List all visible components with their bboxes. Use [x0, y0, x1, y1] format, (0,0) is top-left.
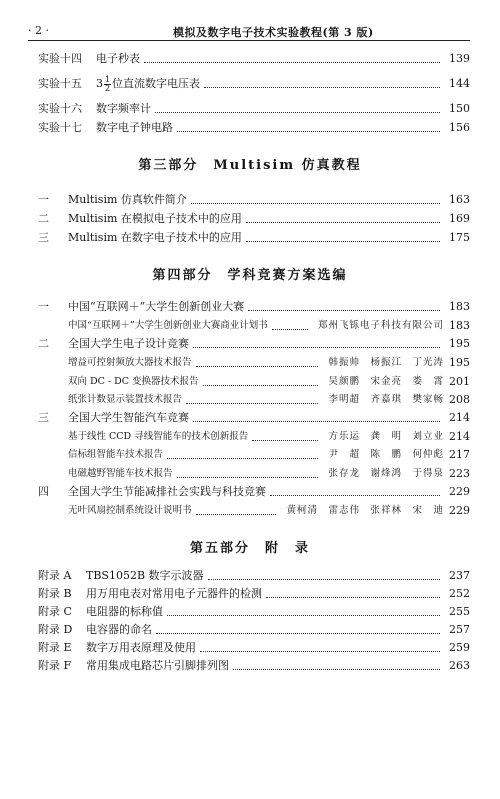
entry-title: 中国“互联网＋”大学生创新创业大赛 — [68, 300, 245, 313]
dot-leader — [193, 421, 440, 422]
entry-title: Multisim 在模拟电子技术中的应用 — [68, 212, 242, 225]
entry-number: 一 — [38, 193, 49, 206]
entry-title: 纸张计数显示装置技术报告 — [68, 394, 183, 405]
dot-leader — [144, 62, 440, 63]
page-number: · 2 · — [28, 24, 49, 37]
entry-title: TBS1052B 数字示波器 — [86, 569, 204, 582]
entry-page: 237 — [449, 569, 470, 582]
entry-number: 实验十四 — [38, 52, 82, 65]
entry-page: 257 — [449, 623, 470, 636]
dot-leader — [200, 651, 440, 652]
fraction-half — [104, 76, 111, 93]
toc-entry-exp15[interactable] — [38, 76, 470, 92]
entry-title: 位直流数字电压表 — [112, 77, 200, 90]
toc-entry-part4-1[interactable] — [38, 299, 470, 315]
entry-page: 214 — [449, 430, 470, 443]
entry-title: 中国“互联网＋”大学生创新创业大赛商业计划书 — [68, 320, 268, 331]
entry-title-prefix: 3 — [96, 77, 103, 90]
dot-leader — [203, 385, 319, 386]
entry-number: 二 — [38, 212, 49, 225]
entry-authors: 尹 超 陈 鹏 何仲彪 — [328, 449, 444, 460]
dot-leader — [177, 131, 440, 132]
toc-entry-appendix-a[interactable] — [38, 568, 470, 584]
entry-number: 三 — [38, 411, 49, 424]
entry-page: 139 — [449, 52, 470, 65]
entry-number: 附录 B — [38, 587, 72, 600]
page-header — [28, 22, 470, 41]
toc-entry-exp14[interactable] — [38, 51, 470, 67]
entry-number: 实验十七 — [38, 121, 82, 134]
part3-heading: 第三部分 Multisim 仿真教程 — [138, 158, 362, 173]
toc-entry-part4-3a[interactable] — [68, 429, 470, 445]
entry-title: 全国大学生节能减排社会实践与科技竞赛 — [68, 485, 266, 498]
toc-entry-part4-3c[interactable] — [68, 466, 470, 482]
entry-authors: 李明超 齐嘉琪 樊家畅 — [328, 394, 444, 405]
dot-leader — [186, 403, 318, 404]
entry-title: 常用集成电路芯片引脚排列图 — [86, 659, 229, 672]
entry-page: 169 — [449, 212, 470, 225]
entry-title: 数字频率计 — [96, 102, 151, 115]
entry-page: 144 — [449, 77, 470, 90]
toc-entry-part4-3[interactable] — [38, 410, 470, 426]
entry-page: 183 — [449, 319, 470, 332]
dot-leader — [177, 477, 319, 478]
entry-title: 电容器的命名 — [86, 623, 152, 636]
toc-entry-exp17[interactable] — [38, 120, 470, 136]
dot-leader — [246, 222, 440, 223]
entry-page: 150 — [449, 102, 470, 115]
fraction-denominator: 2 — [104, 83, 111, 93]
entry-page: 201 — [449, 375, 470, 388]
dot-leader — [266, 597, 440, 598]
entry-number: 二 — [38, 337, 49, 350]
entry-page: 183 — [449, 300, 470, 313]
entry-authors: 方乐运 龚 明 刘立业 — [328, 431, 444, 442]
entry-title: 用万用电表对常用电子元器件的检测 — [86, 587, 262, 600]
toc-entry-part4-4a[interactable] — [68, 503, 470, 519]
entry-title: Multisim 仿真软件简介 — [68, 193, 187, 206]
entry-authors: 韩振帅 杨振江 丁光涛 — [328, 357, 444, 368]
entry-number: 附录 D — [38, 623, 73, 636]
entry-title: Multisim 在数字电子技术中的应用 — [68, 231, 242, 244]
dot-leader — [248, 310, 440, 311]
entry-title: 电阻器的标称值 — [86, 605, 163, 618]
toc-entry-part4-2[interactable] — [38, 336, 470, 352]
entry-number: 实验十六 — [38, 102, 82, 115]
entry-title: 全国大学生电子设计竞赛 — [68, 337, 189, 350]
entry-page: 229 — [449, 504, 470, 517]
entry-title: 无叶风扇控制系统设计说明书 — [68, 505, 192, 516]
entry-page: 175 — [449, 231, 470, 244]
entry-number: 三 — [38, 231, 49, 244]
entry-title: 基于线性 CCD 寻线智能车的技术创新报告 — [68, 431, 249, 442]
dot-leader — [191, 203, 440, 204]
toc-entry-part4-2c[interactable] — [68, 392, 470, 408]
entry-title: 全国大学生智能汽车竞赛 — [68, 411, 189, 424]
dot-leader — [196, 514, 277, 515]
entry-title: 增益可控射频放大器技术报告 — [68, 357, 192, 368]
toc-entry-appendix-b[interactable] — [38, 586, 470, 602]
toc-entry-part4-2b[interactable] — [68, 374, 470, 390]
fraction-numerator: 1 — [104, 74, 111, 84]
entry-title: 电磁越野智能车技术报告 — [68, 468, 173, 479]
entry-page: 217 — [449, 448, 470, 461]
dot-leader — [204, 87, 440, 88]
dot-leader — [246, 241, 440, 242]
entry-page: 263 — [449, 659, 470, 672]
running-title: 模拟及数字电子技术实验教程(第 3 版) — [173, 26, 374, 39]
dot-leader — [252, 440, 318, 441]
toc-entry-part3-2[interactable] — [38, 211, 470, 227]
toc-entry-appendix-f[interactable] — [38, 658, 470, 674]
toc-entry-part4-1a[interactable] — [68, 318, 470, 334]
entry-number: 附录 F — [38, 659, 72, 672]
toc-entry-part3-1[interactable] — [38, 192, 470, 208]
toc-entry-part4-4[interactable] — [38, 484, 470, 500]
entry-page: 214 — [449, 411, 470, 424]
dot-leader — [155, 112, 440, 113]
dot-leader — [193, 347, 440, 348]
entry-number: 附录 E — [38, 641, 72, 654]
entry-page: 195 — [449, 356, 470, 369]
entry-page: 195 — [449, 337, 470, 350]
dot-leader — [208, 579, 440, 580]
toc-entry-part3-3[interactable] — [38, 230, 470, 246]
entry-title: 电子秒表 — [96, 52, 140, 65]
dot-leader — [167, 458, 318, 459]
entry-page: 163 — [449, 193, 470, 206]
entry-number: 实验十五 — [38, 77, 82, 90]
entry-number: 附录 C — [38, 605, 72, 618]
entry-title: 数字电子钟电路 — [96, 121, 173, 134]
toc-entry-part4-3b[interactable] — [68, 447, 470, 463]
toc-entry-exp16[interactable] — [38, 101, 470, 117]
entry-number: 四 — [38, 485, 49, 498]
entry-page: 208 — [449, 393, 470, 406]
entry-number: 附录 A — [38, 569, 72, 582]
part4-heading: 第四部分 学科竞赛方案选编 — [152, 268, 348, 283]
entry-page: 252 — [449, 587, 470, 600]
dot-leader — [272, 329, 308, 330]
dot-leader — [167, 615, 440, 616]
entry-number: 一 — [38, 300, 49, 313]
entry-title: 双向 DC - DC 变换器技术报告 — [68, 376, 199, 387]
part5-heading: 第五部分 附 录 — [189, 541, 310, 556]
entry-page: 156 — [449, 121, 470, 134]
entry-page: 229 — [449, 485, 470, 498]
toc-entry-appendix-c[interactable] — [38, 604, 470, 620]
entry-page: 259 — [449, 641, 470, 654]
entry-title: 数字万用表原理及使用 — [86, 641, 196, 654]
dot-leader — [196, 366, 319, 367]
entry-authors: 黄柯清 雷志伟 张祥林 宋 迪 — [286, 505, 444, 516]
dot-leader — [156, 633, 440, 634]
entry-authors: 郑州飞铄电子科技有限公司 — [317, 320, 444, 331]
toc-entry-appendix-d[interactable] — [38, 622, 470, 638]
entry-title: 信标组智能车技术报告 — [68, 449, 164, 460]
toc-entry-part4-2a[interactable] — [68, 355, 470, 371]
entry-page: 255 — [449, 605, 470, 618]
entry-authors: 张存龙 谢烽鸿 于得泉 — [328, 468, 444, 479]
entry-page: 223 — [449, 467, 470, 480]
toc-entry-appendix-e[interactable] — [38, 640, 470, 656]
dot-leader — [270, 495, 440, 496]
entry-authors: 吴颜鹏 宋金亮 娄 霄 — [328, 376, 444, 387]
dot-leader — [233, 669, 440, 670]
